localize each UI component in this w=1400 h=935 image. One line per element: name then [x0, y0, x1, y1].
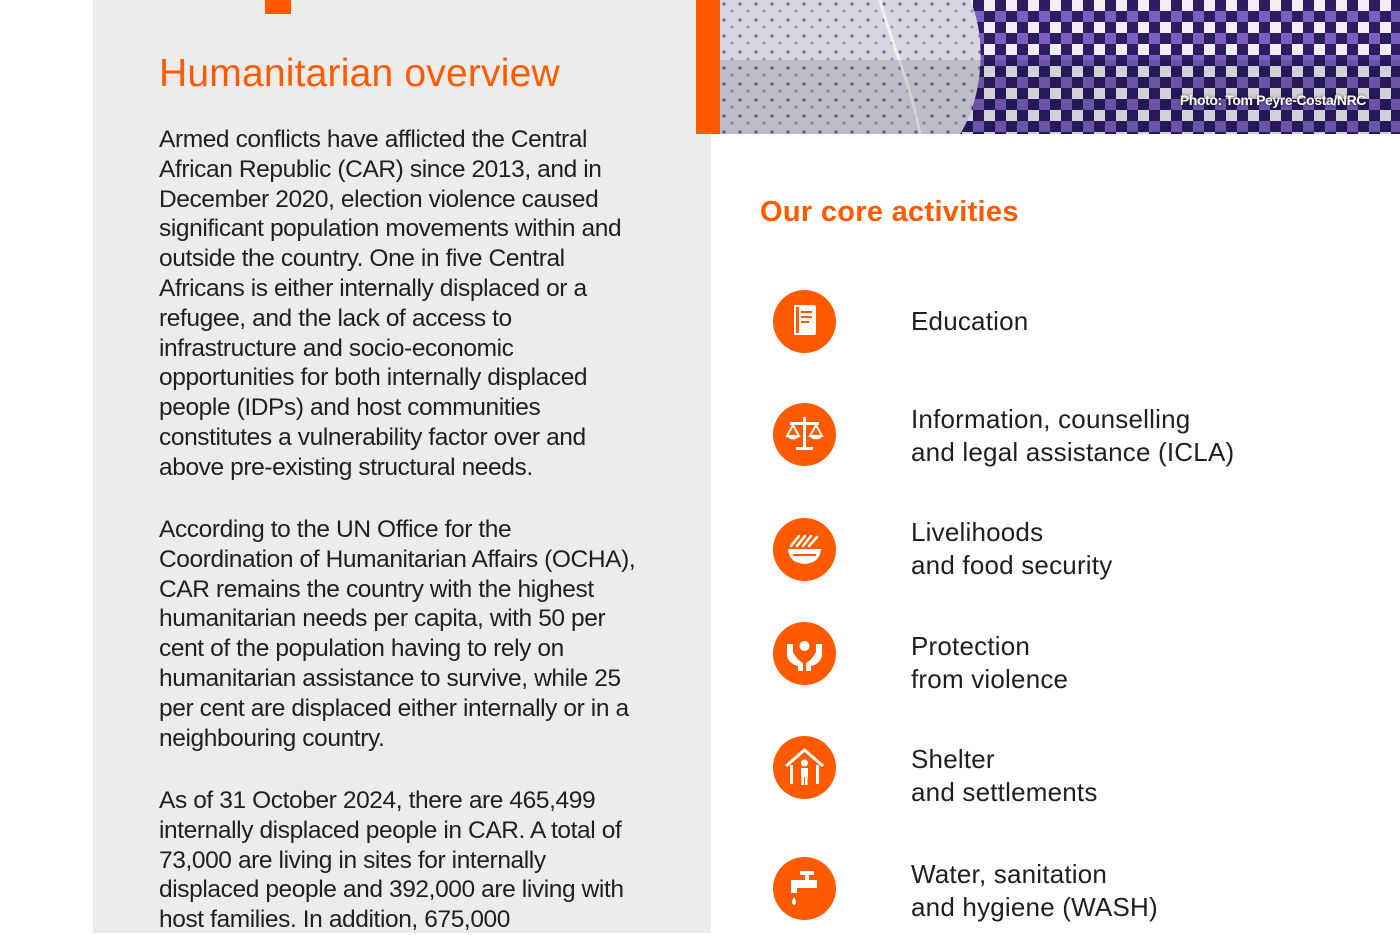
protecting-hands-icon: [773, 622, 836, 685]
activity-label-line-2: and settlements: [911, 777, 1098, 807]
overview-paragraph-1: Armed conflicts have afflicted the Central African Republic (CAR) since 2013, and in December 2020, election violence caused significant population movements within and outside the country. One in five Central Africans is either internally displaced or a refugee, and the lack of access to infrastructure and socio-economic opportunities for both internally displaced people (IDPs) and host communities constitutes a vulnerability factor over and above pre-existing structural needs.: [159, 126, 622, 481]
overview-paragraph-2: According to the UN Office for the Coordination of Humanitarian Affairs (OCHA), CAR remains the country with the highest humanitarian needs per capita, with 50 per cent of the population having to rely on humanitarian assistance to survive, while 25 per cent are displaced either internally or in a neighbouring country.: [159, 516, 636, 752]
activity-wash: [911, 858, 1158, 924]
core-activities-heading: Our core activities: [760, 196, 1019, 228]
activity-label-line-2: from violence: [911, 664, 1069, 694]
activity-protection: [911, 630, 1068, 696]
scales-of-justice-icon: [773, 403, 836, 466]
food-bowl-icon: [773, 518, 836, 581]
activity-label-line-1: Information, counselling: [911, 404, 1191, 434]
header-photo: [720, 0, 1400, 134]
activity-education: [911, 305, 1028, 338]
overview-heading: Humanitarian overview: [159, 52, 560, 95]
activity-label-line-1: Protection: [911, 631, 1031, 661]
activity-label-line-2: and hygiene (WASH): [911, 892, 1158, 922]
activity-label-line-2: and legal assistance (ICLA): [911, 437, 1235, 467]
activity-icla: [911, 403, 1234, 469]
activity-label: Education: [911, 306, 1029, 336]
activity-livelihoods: [911, 516, 1112, 582]
cropped-title-fragment: [265, 0, 291, 14]
activity-label-line-1: Livelihoods: [911, 517, 1044, 547]
activity-label-line-1: Shelter: [911, 744, 995, 774]
shelter-person-icon: [773, 736, 836, 799]
photo-caption: Photo: Tom Peyre-Costa/NRC: [1179, 92, 1366, 108]
photo-illustration: [720, 0, 1400, 134]
photo-accent-bar: [696, 0, 722, 134]
activity-label-line-2: and food security: [911, 550, 1113, 580]
education-book-icon: [773, 290, 836, 353]
activity-shelter: [911, 743, 1098, 809]
activity-label-line-1: Water, sanitation: [911, 859, 1108, 889]
overview-paragraph-3: As of 31 October 2024, there are 465,499 internally displaced people in CAR. A total of 73,000 are living in sites for internally displaced people and 392,000 are living with host families. In addition, 675,000: [159, 787, 624, 934]
water-tap-icon: [773, 857, 836, 920]
